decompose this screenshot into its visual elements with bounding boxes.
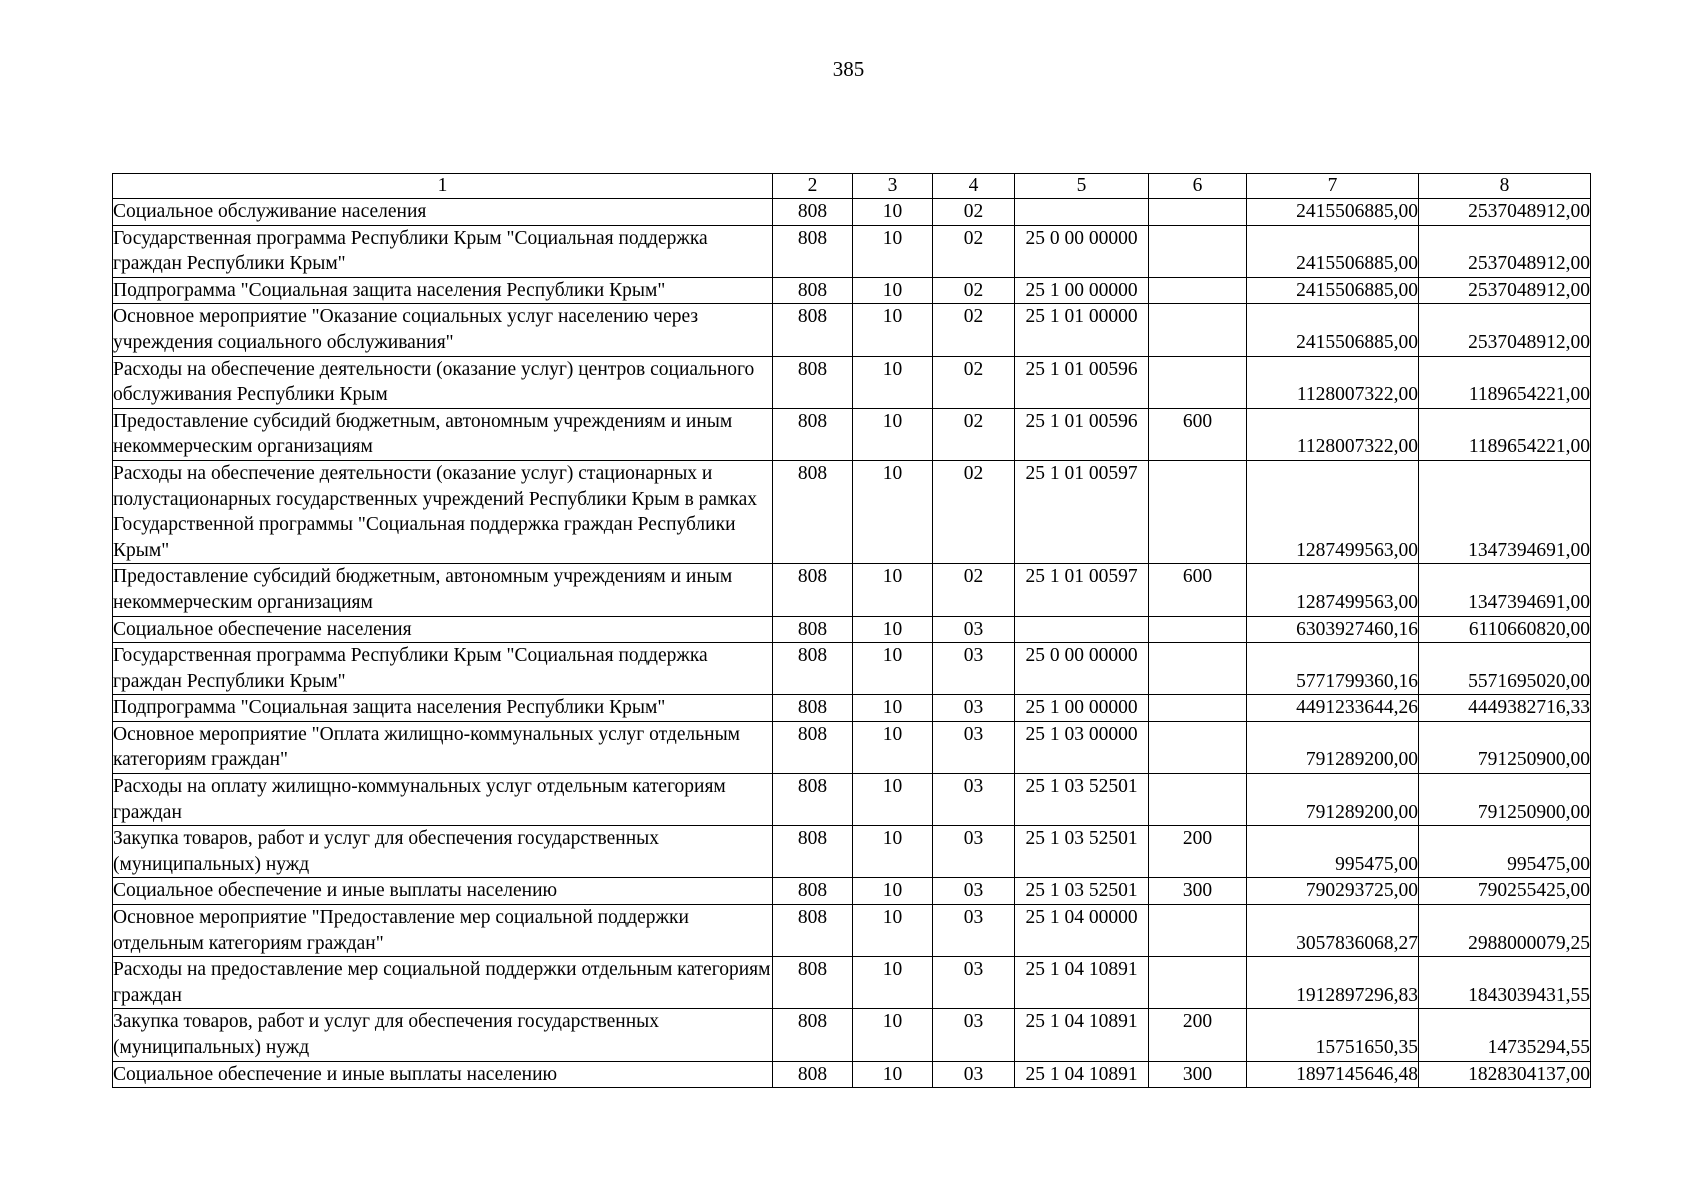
cell-target-article: 25 0 00 00000 xyxy=(1015,225,1149,277)
header-col-7: 7 xyxy=(1247,174,1419,199)
cell-name: Государственная программа Республики Крым "Социальная поддержка граждан Республики Крым" xyxy=(113,643,773,695)
cell-section: 10 xyxy=(853,199,933,226)
cell-amount-year-2: 2988000079,25 xyxy=(1419,905,1591,957)
cell-amount-year-2: 790255425,00 xyxy=(1419,878,1591,905)
cell-target-article: 25 1 04 00000 xyxy=(1015,905,1149,957)
cell-section: 10 xyxy=(853,643,933,695)
cell-expense-type: 200 xyxy=(1149,826,1247,878)
cell-amount-year-1: 1287499563,00 xyxy=(1247,564,1419,616)
cell-expense-type xyxy=(1149,225,1247,277)
table-row xyxy=(113,1061,1591,1088)
cell-expense-type xyxy=(1149,356,1247,408)
cell-amount-year-1: 3057836068,27 xyxy=(1247,905,1419,957)
cell-ministry-code: 808 xyxy=(773,199,853,226)
cell-name: Расходы на оплату жилищно-коммунальных услуг отдельным категориям граждан xyxy=(113,774,773,826)
cell-amount-year-1: 995475,00 xyxy=(1247,826,1419,878)
cell-expense-type xyxy=(1149,460,1247,563)
cell-amount-year-2: 14735294,55 xyxy=(1419,1009,1591,1061)
cell-ministry-code: 808 xyxy=(773,356,853,408)
cell-amount-year-1: 6303927460,16 xyxy=(1247,616,1419,643)
cell-ministry-code: 808 xyxy=(773,826,853,878)
cell-ministry-code: 808 xyxy=(773,878,853,905)
cell-amount-year-1: 1128007322,00 xyxy=(1247,356,1419,408)
cell-expense-type: 200 xyxy=(1149,1009,1247,1061)
cell-section: 10 xyxy=(853,460,933,563)
cell-amount-year-2: 1843039431,55 xyxy=(1419,957,1591,1009)
cell-name: Государственная программа Республики Крым "Социальная поддержка граждан Республики Крым" xyxy=(113,225,773,277)
table-row xyxy=(113,695,1591,722)
cell-expense-type: 600 xyxy=(1149,408,1247,460)
cell-amount-year-1: 4491233644,26 xyxy=(1247,695,1419,722)
cell-subsection: 03 xyxy=(933,695,1015,722)
cell-expense-type xyxy=(1149,774,1247,826)
cell-subsection: 02 xyxy=(933,304,1015,356)
table-row xyxy=(113,826,1591,878)
cell-section: 10 xyxy=(853,277,933,304)
cell-amount-year-2: 791250900,00 xyxy=(1419,721,1591,773)
cell-ministry-code: 808 xyxy=(773,277,853,304)
cell-ministry-code: 808 xyxy=(773,460,853,563)
cell-target-article: 25 1 01 00596 xyxy=(1015,356,1149,408)
cell-subsection: 03 xyxy=(933,616,1015,643)
header-col-4: 4 xyxy=(933,174,1015,199)
cell-expense-type: 300 xyxy=(1149,878,1247,905)
cell-target-article xyxy=(1015,199,1149,226)
budget-table xyxy=(112,173,1591,1088)
cell-name: Основное мероприятие "Оплата жилищно-коммунальных услуг отдельным категориям граждан" xyxy=(113,721,773,773)
cell-expense-type xyxy=(1149,957,1247,1009)
cell-subsection: 03 xyxy=(933,957,1015,1009)
cell-name: Основное мероприятие "Предоставление мер социальной поддержки отдельным категориям граждан" xyxy=(113,905,773,957)
table-row xyxy=(113,616,1591,643)
header-col-8: 8 xyxy=(1419,174,1591,199)
cell-amount-year-2: 2537048912,00 xyxy=(1419,277,1591,304)
cell-subsection: 02 xyxy=(933,564,1015,616)
cell-ministry-code: 808 xyxy=(773,695,853,722)
cell-name: Предоставление субсидий бюджетным, автономным учреждениям и иным некоммерческим организациям xyxy=(113,408,773,460)
cell-section: 10 xyxy=(853,564,933,616)
cell-amount-year-1: 2415506885,00 xyxy=(1247,277,1419,304)
cell-target-article: 25 1 04 10891 xyxy=(1015,957,1149,1009)
cell-expense-type: 300 xyxy=(1149,1061,1247,1088)
cell-section: 10 xyxy=(853,878,933,905)
table-row xyxy=(113,643,1591,695)
table-body xyxy=(113,199,1591,1088)
cell-expense-type xyxy=(1149,721,1247,773)
cell-ministry-code: 808 xyxy=(773,774,853,826)
cell-amount-year-1: 5771799360,16 xyxy=(1247,643,1419,695)
cell-amount-year-1: 15751650,35 xyxy=(1247,1009,1419,1061)
cell-target-article: 25 1 04 10891 xyxy=(1015,1009,1149,1061)
cell-subsection: 03 xyxy=(933,1061,1015,1088)
cell-expense-type: 600 xyxy=(1149,564,1247,616)
cell-target-article: 25 1 01 00000 xyxy=(1015,304,1149,356)
cell-name: Расходы на обеспечение деятельности (оказание услуг) центров социального обслуживания Республики Крым xyxy=(113,356,773,408)
cell-subsection: 02 xyxy=(933,460,1015,563)
cell-expense-type xyxy=(1149,616,1247,643)
cell-target-article: 25 0 00 00000 xyxy=(1015,643,1149,695)
cell-section: 10 xyxy=(853,225,933,277)
table-row xyxy=(113,1009,1591,1061)
cell-target-article: 25 1 03 52501 xyxy=(1015,878,1149,905)
cell-section: 10 xyxy=(853,408,933,460)
cell-amount-year-1: 1287499563,00 xyxy=(1247,460,1419,563)
cell-subsection: 03 xyxy=(933,643,1015,695)
cell-amount-year-2: 2537048912,00 xyxy=(1419,304,1591,356)
cell-ministry-code: 808 xyxy=(773,905,853,957)
cell-subsection: 03 xyxy=(933,826,1015,878)
table-row xyxy=(113,905,1591,957)
cell-ministry-code: 808 xyxy=(773,408,853,460)
cell-section: 10 xyxy=(853,1061,933,1088)
cell-target-article: 25 1 01 00597 xyxy=(1015,460,1149,563)
cell-subsection: 02 xyxy=(933,408,1015,460)
cell-section: 10 xyxy=(853,721,933,773)
cell-ministry-code: 808 xyxy=(773,304,853,356)
cell-ministry-code: 808 xyxy=(773,564,853,616)
table-row xyxy=(113,199,1591,226)
cell-expense-type xyxy=(1149,199,1247,226)
table-row xyxy=(113,460,1591,563)
cell-target-article xyxy=(1015,616,1149,643)
cell-amount-year-1: 1897145646,48 xyxy=(1247,1061,1419,1088)
cell-target-article: 25 1 04 10891 xyxy=(1015,1061,1149,1088)
header-col-3: 3 xyxy=(853,174,933,199)
cell-section: 10 xyxy=(853,616,933,643)
cell-section: 10 xyxy=(853,1009,933,1061)
header-col-2: 2 xyxy=(773,174,853,199)
cell-section: 10 xyxy=(853,905,933,957)
cell-subsection: 03 xyxy=(933,905,1015,957)
table-row xyxy=(113,774,1591,826)
table-row xyxy=(113,356,1591,408)
cell-subsection: 03 xyxy=(933,774,1015,826)
cell-subsection: 02 xyxy=(933,225,1015,277)
cell-name: Расходы на обеспечение деятельности (оказание услуг) стационарных и полустационарных государственных учреждений Республики Крым в рамках Государственной программы "Социальная поддержка граждан Республики Крым" xyxy=(113,460,773,563)
cell-amount-year-1: 791289200,00 xyxy=(1247,774,1419,826)
cell-ministry-code: 808 xyxy=(773,1009,853,1061)
cell-name: Предоставление субсидий бюджетным, автономным учреждениям и иным некоммерческим организациям xyxy=(113,564,773,616)
cell-subsection: 03 xyxy=(933,1009,1015,1061)
cell-subsection: 03 xyxy=(933,721,1015,773)
cell-name: Социальное обеспечение населения xyxy=(113,616,773,643)
cell-name: Социальное обеспечение и иные выплаты населению xyxy=(113,1061,773,1088)
cell-name: Расходы на предоставление мер социальной поддержки отдельным категориям граждан xyxy=(113,957,773,1009)
cell-amount-year-2: 1189654221,00 xyxy=(1419,408,1591,460)
cell-ministry-code: 808 xyxy=(773,616,853,643)
cell-amount-year-2: 995475,00 xyxy=(1419,826,1591,878)
cell-amount-year-1: 1128007322,00 xyxy=(1247,408,1419,460)
cell-subsection: 02 xyxy=(933,277,1015,304)
cell-amount-year-2: 4449382716,33 xyxy=(1419,695,1591,722)
cell-ministry-code: 808 xyxy=(773,957,853,1009)
page-number: 385 xyxy=(832,57,865,81)
cell-amount-year-1: 1912897296,83 xyxy=(1247,957,1419,1009)
table-row xyxy=(113,878,1591,905)
cell-name: Закупка товаров, работ и услуг для обеспечения государственных (муниципальных) нужд xyxy=(113,1009,773,1061)
table-header xyxy=(113,174,1591,199)
cell-name: Закупка товаров, работ и услуг для обеспечения государственных (муниципальных) нужд xyxy=(113,826,773,878)
cell-section: 10 xyxy=(853,304,933,356)
cell-amount-year-2: 1347394691,00 xyxy=(1419,564,1591,616)
table-row xyxy=(113,277,1591,304)
cell-amount-year-2: 1347394691,00 xyxy=(1419,460,1591,563)
cell-target-article: 25 1 03 00000 xyxy=(1015,721,1149,773)
cell-expense-type xyxy=(1149,643,1247,695)
cell-expense-type xyxy=(1149,695,1247,722)
cell-subsection: 03 xyxy=(933,878,1015,905)
cell-section: 10 xyxy=(853,826,933,878)
cell-name: Подпрограмма "Социальная защита населения Республики Крым" xyxy=(113,277,773,304)
table-row xyxy=(113,721,1591,773)
cell-subsection: 02 xyxy=(933,356,1015,408)
cell-amount-year-1: 2415506885,00 xyxy=(1247,304,1419,356)
cell-target-article: 25 1 01 00597 xyxy=(1015,564,1149,616)
cell-section: 10 xyxy=(853,356,933,408)
cell-amount-year-2: 2537048912,00 xyxy=(1419,225,1591,277)
cell-name: Основное мероприятие "Оказание социальных услуг населению через учреждения социального обслуживания" xyxy=(113,304,773,356)
cell-expense-type xyxy=(1149,277,1247,304)
header-col-6: 6 xyxy=(1149,174,1247,199)
header-col-1: 1 xyxy=(113,174,773,199)
cell-expense-type xyxy=(1149,905,1247,957)
table-row xyxy=(113,225,1591,277)
cell-amount-year-2: 5571695020,00 xyxy=(1419,643,1591,695)
cell-amount-year-2: 791250900,00 xyxy=(1419,774,1591,826)
cell-target-article: 25 1 03 52501 xyxy=(1015,774,1149,826)
cell-name: Социальное обслуживание населения xyxy=(113,199,773,226)
cell-amount-year-1: 2415506885,00 xyxy=(1247,225,1419,277)
cell-name: Подпрограмма "Социальная защита населения Республики Крым" xyxy=(113,695,773,722)
cell-target-article: 25 1 00 00000 xyxy=(1015,695,1149,722)
cell-ministry-code: 808 xyxy=(773,721,853,773)
cell-amount-year-2: 1189654221,00 xyxy=(1419,356,1591,408)
table-row xyxy=(113,564,1591,616)
cell-section: 10 xyxy=(853,774,933,826)
cell-section: 10 xyxy=(853,695,933,722)
cell-amount-year-1: 791289200,00 xyxy=(1247,721,1419,773)
header-col-5: 5 xyxy=(1015,174,1149,199)
cell-ministry-code: 808 xyxy=(773,1061,853,1088)
cell-amount-year-2: 2537048912,00 xyxy=(1419,199,1591,226)
cell-expense-type xyxy=(1149,304,1247,356)
cell-amount-year-1: 790293725,00 xyxy=(1247,878,1419,905)
cell-subsection: 02 xyxy=(933,199,1015,226)
cell-ministry-code: 808 xyxy=(773,225,853,277)
cell-target-article: 25 1 03 52501 xyxy=(1015,826,1149,878)
table-row xyxy=(113,408,1591,460)
cell-amount-year-1: 2415506885,00 xyxy=(1247,199,1419,226)
cell-ministry-code: 808 xyxy=(773,643,853,695)
cell-target-article: 25 1 00 00000 xyxy=(1015,277,1149,304)
cell-amount-year-2: 1828304137,00 xyxy=(1419,1061,1591,1088)
table-row xyxy=(113,304,1591,356)
cell-amount-year-2: 6110660820,00 xyxy=(1419,616,1591,643)
header-row xyxy=(113,174,1591,199)
cell-name: Социальное обеспечение и иные выплаты населению xyxy=(113,878,773,905)
cell-section: 10 xyxy=(853,957,933,1009)
table-row xyxy=(113,957,1591,1009)
cell-target-article: 25 1 01 00596 xyxy=(1015,408,1149,460)
